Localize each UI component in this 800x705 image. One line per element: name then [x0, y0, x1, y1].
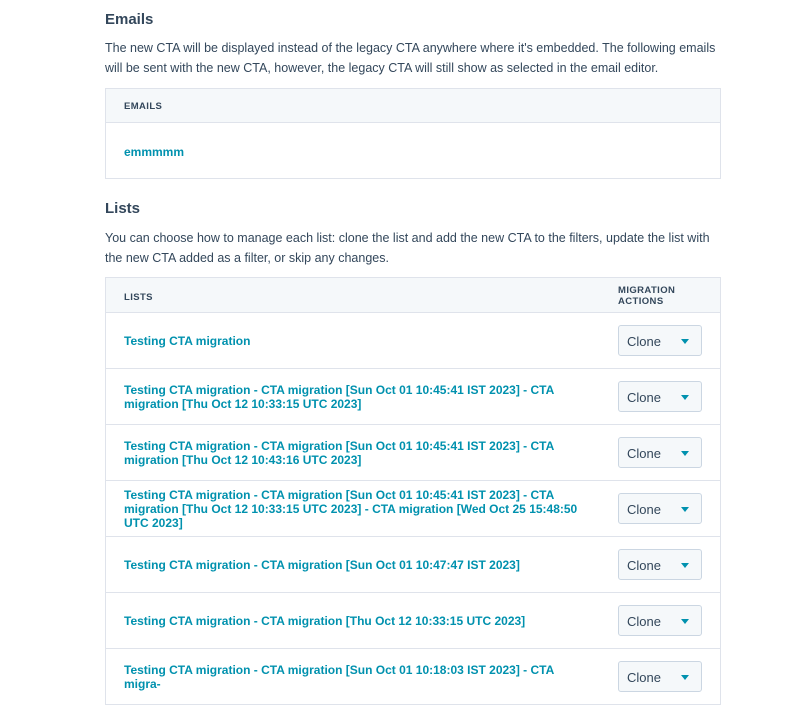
list-name-link[interactable]: Testing CTA migration - CTA migration [Sun Oct 01 10:45:41 IST 2023] - CTA migration [Thu Oct 12 10:33:15 UTC 2023] — [124, 382, 554, 411]
caret-down-icon — [681, 395, 689, 400]
caret-down-icon — [681, 507, 689, 512]
migration-action-select[interactable] — [618, 549, 702, 580]
emails-section-title: Emails — [105, 11, 154, 28]
list-name-link[interactable]: Testing CTA migration - CTA migration [Sun Oct 01 10:47:47 IST 2023] — [124, 557, 520, 572]
email-link[interactable]: emmmmm — [124, 145, 185, 159]
caret-down-icon — [681, 675, 689, 680]
list-row — [106, 593, 720, 649]
list-name-link[interactable]: Testing CTA migration - CTA migration [Sun Oct 01 10:45:41 IST 2023] - CTA migration [Thu Oct 12 10:43:16 UTC 2023] — [124, 438, 554, 467]
caret-down-icon — [681, 339, 689, 344]
emails-table-header — [106, 89, 720, 123]
migration-actions-column-header: MIGRATION ACTIONS — [618, 285, 676, 307]
caret-down-icon — [681, 563, 689, 568]
list-name-link[interactable]: Testing CTA migration - CTA migration [Sun Oct 01 10:45:41 IST 2023] - CTA migration [Thu Oct 12 10:33:15 UTC 2023] - CTA migration [Wed Oct 25 15:48:50 UTC 2023] — [124, 487, 578, 530]
migration-action-select[interactable] — [618, 493, 702, 524]
list-row — [106, 649, 720, 705]
migration-action-select[interactable] — [618, 661, 702, 692]
list-name-link[interactable]: Testing CTA migration - CTA migration [Thu Oct 12 10:33:15 UTC 2023] — [124, 613, 526, 628]
migration-action-select[interactable] — [618, 325, 702, 356]
list-row — [106, 313, 720, 369]
list-row — [106, 369, 720, 425]
select-value: Clone — [627, 614, 661, 629]
select-value: Clone — [627, 390, 661, 405]
emails-column-header: EMAILS — [124, 101, 163, 112]
migration-action-select[interactable] — [618, 381, 702, 412]
select-value: Clone — [627, 670, 661, 685]
list-row — [106, 537, 720, 593]
lists-table-header — [106, 278, 720, 313]
migration-action-select[interactable] — [618, 605, 702, 636]
lists-table — [105, 277, 721, 705]
emails-section-description: The new CTA will be displayed instead of the legacy CTA anywhere where it's embedded. The following emails will be sent with the new CTA, however, the legacy CTA will still show as selected in the email editor. — [105, 41, 716, 75]
select-value: Clone — [627, 334, 661, 349]
list-name-link[interactable]: Testing CTA migration - CTA migration [Sun Oct 01 10:18:03 IST 2023] - CTA migra- — [124, 663, 554, 691]
lists-column-header: LISTS — [124, 292, 153, 303]
migration-action-select[interactable] — [618, 437, 702, 468]
emails-table — [105, 88, 721, 179]
caret-down-icon — [681, 619, 689, 624]
select-value: Clone — [627, 502, 661, 517]
caret-down-icon — [681, 451, 689, 456]
lists-section-description: You can choose how to manage each list: clone the list and add the new CTA to the filters, update the list with the new CTA added as a filter, or skip any changes. — [105, 231, 710, 265]
list-row — [106, 425, 720, 481]
lists-section-title: Lists — [105, 200, 141, 217]
list-name-link[interactable]: Testing CTA migration — [124, 333, 251, 348]
select-value: Clone — [627, 446, 661, 461]
select-value: Clone — [627, 558, 661, 573]
emails-table-row — [106, 123, 720, 178]
list-row — [106, 481, 720, 537]
